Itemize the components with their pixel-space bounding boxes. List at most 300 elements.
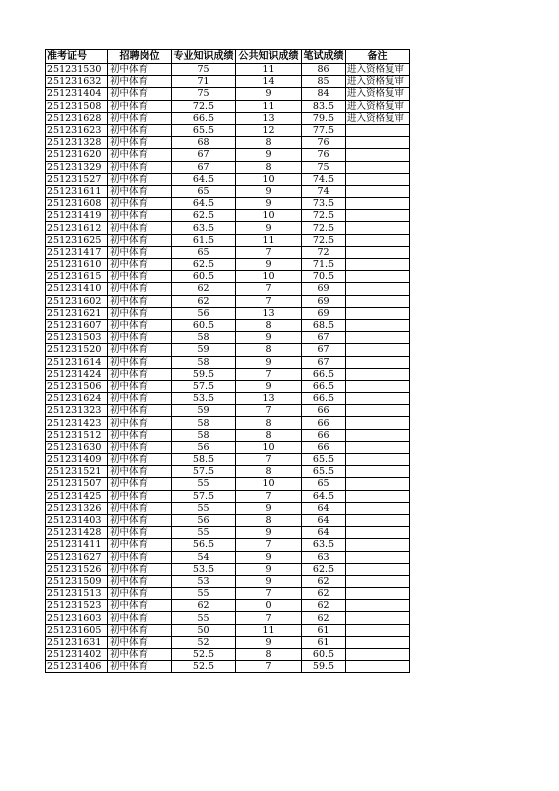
cell-public-score: 8 <box>236 319 302 331</box>
header-written-score: 笔试成绩 <box>303 51 344 62</box>
cell-remark <box>346 649 410 661</box>
cell-professional-score: 58 <box>172 332 236 344</box>
cell-position: 初中体育 <box>108 88 172 100</box>
cell-position: 初中体育 <box>108 185 172 197</box>
cell-remark <box>346 539 410 551</box>
cell-public-score: 9 <box>236 185 302 197</box>
cell-written-score: 59.5 <box>302 661 346 673</box>
cell-public-score: 8 <box>236 466 302 478</box>
cell-position: 初中体育 <box>108 283 172 295</box>
cell-remark <box>346 198 410 210</box>
cell-remark <box>346 295 410 307</box>
cell-exam-id: 251231627 <box>46 551 108 563</box>
cell-position: 初中体育 <box>108 649 172 661</box>
table-row <box>46 661 410 673</box>
table-row <box>46 575 410 587</box>
cell-professional-score: 56 <box>172 307 236 319</box>
cell-professional-score: 62.5 <box>172 210 236 222</box>
cell-exam-id: 251231323 <box>46 405 108 417</box>
cell-public-score: 7 <box>236 246 302 258</box>
cell-exam-id: 251231419 <box>46 210 108 222</box>
cell-professional-score: 52 <box>172 636 236 648</box>
cell-professional-score: 59 <box>172 405 236 417</box>
cell-written-score: 76 <box>302 137 346 149</box>
cell-professional-score: 55 <box>172 527 236 539</box>
cell-public-score: 14 <box>236 76 302 88</box>
score-table <box>45 49 410 673</box>
cell-professional-score: 67 <box>172 149 236 161</box>
cell-professional-score: 55 <box>172 588 236 600</box>
cell-exam-id: 251231513 <box>46 588 108 600</box>
table-row <box>46 100 410 112</box>
cell-remark <box>346 563 410 575</box>
cell-public-score: 7 <box>236 454 302 466</box>
cell-public-score: 7 <box>236 283 302 295</box>
cell-professional-score: 75 <box>172 64 236 76</box>
cell-public-score: 10 <box>236 478 302 490</box>
cell-professional-score: 57.5 <box>172 490 236 502</box>
cell-public-score: 11 <box>236 624 302 636</box>
cell-remark <box>346 624 410 636</box>
cell-remark <box>346 466 410 478</box>
cell-position: 初中体育 <box>108 393 172 405</box>
cell-professional-score: 62.5 <box>172 259 236 271</box>
cell-exam-id: 251231523 <box>46 600 108 612</box>
cell-professional-score: 53.5 <box>172 393 236 405</box>
cell-exam-id: 251231628 <box>46 112 108 124</box>
cell-remark <box>346 319 410 331</box>
cell-written-score: 64 <box>302 514 346 526</box>
cell-public-score: 9 <box>236 88 302 100</box>
cell-public-score: 9 <box>236 198 302 210</box>
cell-professional-score: 71 <box>172 76 236 88</box>
cell-public-score: 10 <box>236 210 302 222</box>
cell-professional-score: 52.5 <box>172 649 236 661</box>
cell-professional-score: 64.5 <box>172 173 236 185</box>
cell-exam-id: 251231404 <box>46 88 108 100</box>
cell-professional-score: 65 <box>172 246 236 258</box>
table-row <box>46 454 410 466</box>
table-row <box>46 185 410 197</box>
cell-written-score: 84 <box>302 88 346 100</box>
cell-remark <box>346 514 410 526</box>
cell-professional-score: 52.5 <box>172 661 236 673</box>
cell-written-score: 70.5 <box>302 271 346 283</box>
cell-professional-score: 59 <box>172 344 236 356</box>
cell-exam-id: 251231521 <box>46 466 108 478</box>
cell-position: 初中体育 <box>108 149 172 161</box>
cell-public-score: 9 <box>236 259 302 271</box>
cell-remark <box>346 368 410 380</box>
cell-public-score: 7 <box>236 612 302 624</box>
cell-written-score: 67 <box>302 332 346 344</box>
cell-professional-score: 58.5 <box>172 454 236 466</box>
cell-exam-id: 251231428 <box>46 527 108 539</box>
cell-exam-id: 251231507 <box>46 478 108 490</box>
cell-written-score: 66 <box>302 429 346 441</box>
cell-position: 初中体育 <box>108 271 172 283</box>
header-exam-id: 准考证号 <box>46 50 108 64</box>
cell-remark <box>346 575 410 587</box>
table-row <box>46 124 410 136</box>
cell-position: 初中体育 <box>108 307 172 319</box>
table-row <box>46 234 410 246</box>
cell-exam-id: 251231611 <box>46 185 108 197</box>
cell-remark <box>346 149 410 161</box>
cell-written-score: 62 <box>302 575 346 587</box>
cell-exam-id: 251231625 <box>46 234 108 246</box>
cell-written-score: 65 <box>302 478 346 490</box>
cell-exam-id: 251231631 <box>46 636 108 648</box>
table-row <box>46 649 410 661</box>
cell-written-score: 77.5 <box>302 124 346 136</box>
cell-position: 初中体育 <box>108 198 172 210</box>
cell-exam-id: 251231417 <box>46 246 108 258</box>
cell-public-score: 0 <box>236 600 302 612</box>
cell-position: 初中体育 <box>108 112 172 124</box>
cell-written-score: 66 <box>302 441 346 453</box>
cell-professional-score: 62 <box>172 283 236 295</box>
table-row <box>46 246 410 258</box>
cell-written-score: 76 <box>302 149 346 161</box>
cell-written-score: 60.5 <box>302 649 346 661</box>
cell-position: 初中体育 <box>108 344 172 356</box>
cell-public-score: 13 <box>236 112 302 124</box>
cell-exam-id: 251231620 <box>46 149 108 161</box>
cell-written-score: 62 <box>302 588 346 600</box>
cell-public-score: 7 <box>236 588 302 600</box>
cell-professional-score: 67 <box>172 161 236 173</box>
table-row <box>46 466 410 478</box>
cell-written-score: 69 <box>302 283 346 295</box>
cell-written-score: 62.5 <box>302 563 346 575</box>
cell-position: 初中体育 <box>108 466 172 478</box>
cell-professional-score: 75 <box>172 88 236 100</box>
cell-public-score: 9 <box>236 332 302 344</box>
table-row <box>46 539 410 551</box>
table-row <box>46 332 410 344</box>
table-row <box>46 259 410 271</box>
cell-written-score: 63 <box>302 551 346 563</box>
cell-remark <box>346 612 410 624</box>
cell-remark <box>346 246 410 258</box>
cell-position: 初中体育 <box>108 624 172 636</box>
cell-written-score: 64 <box>302 527 346 539</box>
cell-written-score: 73.5 <box>302 198 346 210</box>
cell-remark <box>346 588 410 600</box>
cell-exam-id: 251231614 <box>46 356 108 368</box>
cell-exam-id: 251231603 <box>46 612 108 624</box>
cell-written-score: 62 <box>302 600 346 612</box>
table-row <box>46 161 410 173</box>
table-row <box>46 624 410 636</box>
cell-exam-id: 251231602 <box>46 295 108 307</box>
header-public-score: 公共知识成绩 <box>236 50 302 64</box>
cell-remark <box>346 502 410 514</box>
cell-written-score: 79.5 <box>302 112 346 124</box>
cell-written-score: 61 <box>302 636 346 648</box>
table-row <box>46 380 410 392</box>
table-row <box>46 210 410 222</box>
table-row <box>46 283 410 295</box>
table-row <box>46 149 410 161</box>
cell-remark <box>346 259 410 271</box>
cell-exam-id: 251231526 <box>46 563 108 575</box>
cell-public-score: 7 <box>236 295 302 307</box>
cell-position: 初中体育 <box>108 137 172 149</box>
table-row <box>46 429 410 441</box>
cell-position: 初中体育 <box>108 563 172 575</box>
cell-remark <box>346 441 410 453</box>
cell-position: 初中体育 <box>108 368 172 380</box>
cell-remark <box>346 393 410 405</box>
cell-remark <box>346 600 410 612</box>
table-row <box>46 64 410 76</box>
cell-exam-id: 251231632 <box>46 76 108 88</box>
cell-written-score: 67 <box>302 344 346 356</box>
cell-written-score: 66.5 <box>302 368 346 380</box>
table-row <box>46 356 410 368</box>
cell-public-score: 9 <box>236 380 302 392</box>
cell-public-score: 9 <box>236 563 302 575</box>
table-row <box>46 417 410 429</box>
cell-written-score: 63.5 <box>302 539 346 551</box>
table-row <box>46 344 410 356</box>
table-row <box>46 198 410 210</box>
cell-exam-id: 251231610 <box>46 259 108 271</box>
cell-position: 初中体育 <box>108 259 172 271</box>
cell-remark <box>346 185 410 197</box>
cell-remark <box>346 332 410 344</box>
cell-written-score: 72 <box>302 246 346 258</box>
cell-public-score: 9 <box>236 575 302 587</box>
table-row <box>46 88 410 100</box>
cell-professional-score: 58 <box>172 429 236 441</box>
table-row <box>46 271 410 283</box>
cell-professional-score: 56 <box>172 441 236 453</box>
cell-exam-id: 251231608 <box>46 198 108 210</box>
cell-written-score: 64.5 <box>302 490 346 502</box>
cell-position: 初中体育 <box>108 64 172 76</box>
cell-written-score: 71.5 <box>302 259 346 271</box>
cell-professional-score: 60.5 <box>172 271 236 283</box>
cell-position: 初中体育 <box>108 478 172 490</box>
cell-public-score: 10 <box>236 173 302 185</box>
cell-remark <box>346 137 410 149</box>
cell-remark <box>346 478 410 490</box>
table-row <box>46 393 410 405</box>
cell-professional-score: 63.5 <box>172 222 236 234</box>
table-row <box>46 441 410 453</box>
table-row <box>46 112 410 124</box>
cell-public-score: 8 <box>236 344 302 356</box>
table-row <box>46 76 410 88</box>
cell-written-score: 72.5 <box>302 234 346 246</box>
cell-public-score: 9 <box>236 149 302 161</box>
cell-public-score: 7 <box>236 539 302 551</box>
table-row <box>46 222 410 234</box>
cell-professional-score: 56 <box>172 514 236 526</box>
cell-exam-id: 251231403 <box>46 514 108 526</box>
cell-professional-score: 65.5 <box>172 124 236 136</box>
cell-written-score: 72.5 <box>302 222 346 234</box>
cell-professional-score: 72.5 <box>172 100 236 112</box>
cell-professional-score: 68 <box>172 137 236 149</box>
header-remark: 备注 <box>346 50 410 64</box>
cell-professional-score: 53.5 <box>172 563 236 575</box>
cell-remark <box>346 429 410 441</box>
cell-written-score: 69 <box>302 295 346 307</box>
cell-position: 初中体育 <box>108 405 172 417</box>
cell-professional-score: 61.5 <box>172 234 236 246</box>
cell-public-score: 8 <box>236 514 302 526</box>
table-row <box>46 137 410 149</box>
table-row <box>46 368 410 380</box>
cell-public-score: 8 <box>236 429 302 441</box>
cell-public-score: 7 <box>236 490 302 502</box>
table-row <box>46 319 410 331</box>
cell-public-score: 8 <box>236 417 302 429</box>
cell-written-score: 69 <box>302 307 346 319</box>
cell-exam-id: 251231406 <box>46 661 108 673</box>
cell-public-score: 12 <box>236 124 302 136</box>
cell-exam-id: 251231612 <box>46 222 108 234</box>
cell-professional-score: 57.5 <box>172 380 236 392</box>
cell-exam-id: 251231329 <box>46 161 108 173</box>
cell-position: 初中体育 <box>108 380 172 392</box>
cell-exam-id: 251231423 <box>46 417 108 429</box>
cell-position: 初中体育 <box>108 332 172 344</box>
cell-position: 初中体育 <box>108 454 172 466</box>
cell-public-score: 7 <box>236 368 302 380</box>
cell-written-score: 66 <box>302 405 346 417</box>
table-row <box>46 563 410 575</box>
table-row <box>46 600 410 612</box>
cell-written-score: 62 <box>302 612 346 624</box>
cell-written-score: 66 <box>302 417 346 429</box>
cell-professional-score: 66.5 <box>172 112 236 124</box>
cell-remark: 进入资格复审 <box>346 64 410 76</box>
cell-exam-id: 251231326 <box>46 502 108 514</box>
cell-remark: 进入资格复审 <box>346 88 410 100</box>
cell-public-score: 11 <box>236 100 302 112</box>
cell-position: 初中体育 <box>108 222 172 234</box>
cell-position: 初中体育 <box>108 319 172 331</box>
cell-remark: 进入资格复审 <box>346 76 410 88</box>
cell-remark <box>346 551 410 563</box>
cell-professional-score: 64.5 <box>172 198 236 210</box>
cell-remark <box>346 283 410 295</box>
cell-public-score: 9 <box>236 527 302 539</box>
cell-public-score: 9 <box>236 502 302 514</box>
cell-position: 初中体育 <box>108 417 172 429</box>
cell-written-score: 61 <box>302 624 346 636</box>
table-row <box>46 478 410 490</box>
cell-exam-id: 251231520 <box>46 344 108 356</box>
cell-public-score: 11 <box>236 64 302 76</box>
cell-exam-id: 251231503 <box>46 332 108 344</box>
cell-position: 初中体育 <box>108 636 172 648</box>
cell-written-score: 83.5 <box>302 100 346 112</box>
cell-professional-score: 54 <box>172 551 236 563</box>
cell-remark <box>346 490 410 502</box>
cell-position: 初中体育 <box>108 502 172 514</box>
cell-remark <box>346 636 410 648</box>
cell-position: 初中体育 <box>108 514 172 526</box>
cell-professional-score: 58 <box>172 356 236 368</box>
cell-written-score: 72.5 <box>302 210 346 222</box>
table-row <box>46 173 410 185</box>
cell-remark <box>346 405 410 417</box>
cell-position: 初中体育 <box>108 490 172 502</box>
cell-exam-id: 251231615 <box>46 271 108 283</box>
cell-professional-score: 58 <box>172 417 236 429</box>
cell-exam-id: 251231425 <box>46 490 108 502</box>
cell-position: 初中体育 <box>108 161 172 173</box>
table-row <box>46 612 410 624</box>
cell-position: 初中体育 <box>108 100 172 112</box>
cell-position: 初中体育 <box>108 124 172 136</box>
cell-public-score: 9 <box>236 636 302 648</box>
cell-written-score: 75 <box>302 161 346 173</box>
cell-remark: 进入资格复审 <box>346 112 410 124</box>
table-row <box>46 636 410 648</box>
table-row <box>46 405 410 417</box>
cell-public-score: 9 <box>236 551 302 563</box>
cell-position: 初中体育 <box>108 441 172 453</box>
cell-remark <box>346 527 410 539</box>
cell-public-score: 11 <box>236 234 302 246</box>
cell-professional-score: 62 <box>172 295 236 307</box>
cell-exam-id: 251231410 <box>46 283 108 295</box>
cell-position: 初中体育 <box>108 612 172 624</box>
table-row <box>46 514 410 526</box>
cell-remark <box>346 271 410 283</box>
cell-position: 初中体育 <box>108 173 172 185</box>
cell-remark <box>346 173 410 185</box>
table-row <box>46 307 410 319</box>
cell-exam-id: 251231509 <box>46 575 108 587</box>
cell-position: 初中体育 <box>108 600 172 612</box>
header-row <box>46 50 410 64</box>
cell-position: 初中体育 <box>108 234 172 246</box>
table-row <box>46 588 410 600</box>
cell-remark: 进入资格复审 <box>346 100 410 112</box>
cell-public-score: 8 <box>236 137 302 149</box>
cell-exam-id: 251231512 <box>46 429 108 441</box>
cell-exam-id: 251231424 <box>46 368 108 380</box>
cell-exam-id: 251231508 <box>46 100 108 112</box>
cell-remark <box>346 210 410 222</box>
table-row <box>46 502 410 514</box>
cell-public-score: 8 <box>236 649 302 661</box>
cell-written-score: 74 <box>302 185 346 197</box>
cell-exam-id: 251231409 <box>46 454 108 466</box>
cell-public-score: 7 <box>236 405 302 417</box>
cell-position: 初中体育 <box>108 429 172 441</box>
cell-public-score: 13 <box>236 307 302 319</box>
cell-exam-id: 251231411 <box>46 539 108 551</box>
cell-written-score: 67 <box>302 356 346 368</box>
cell-remark <box>346 234 410 246</box>
cell-written-score: 65.5 <box>302 454 346 466</box>
cell-professional-score: 55 <box>172 478 236 490</box>
cell-written-score: 68.5 <box>302 319 346 331</box>
cell-position: 初中体育 <box>108 527 172 539</box>
cell-public-score: 9 <box>236 356 302 368</box>
cell-public-score: 9 <box>236 222 302 234</box>
cell-exam-id: 251231623 <box>46 124 108 136</box>
